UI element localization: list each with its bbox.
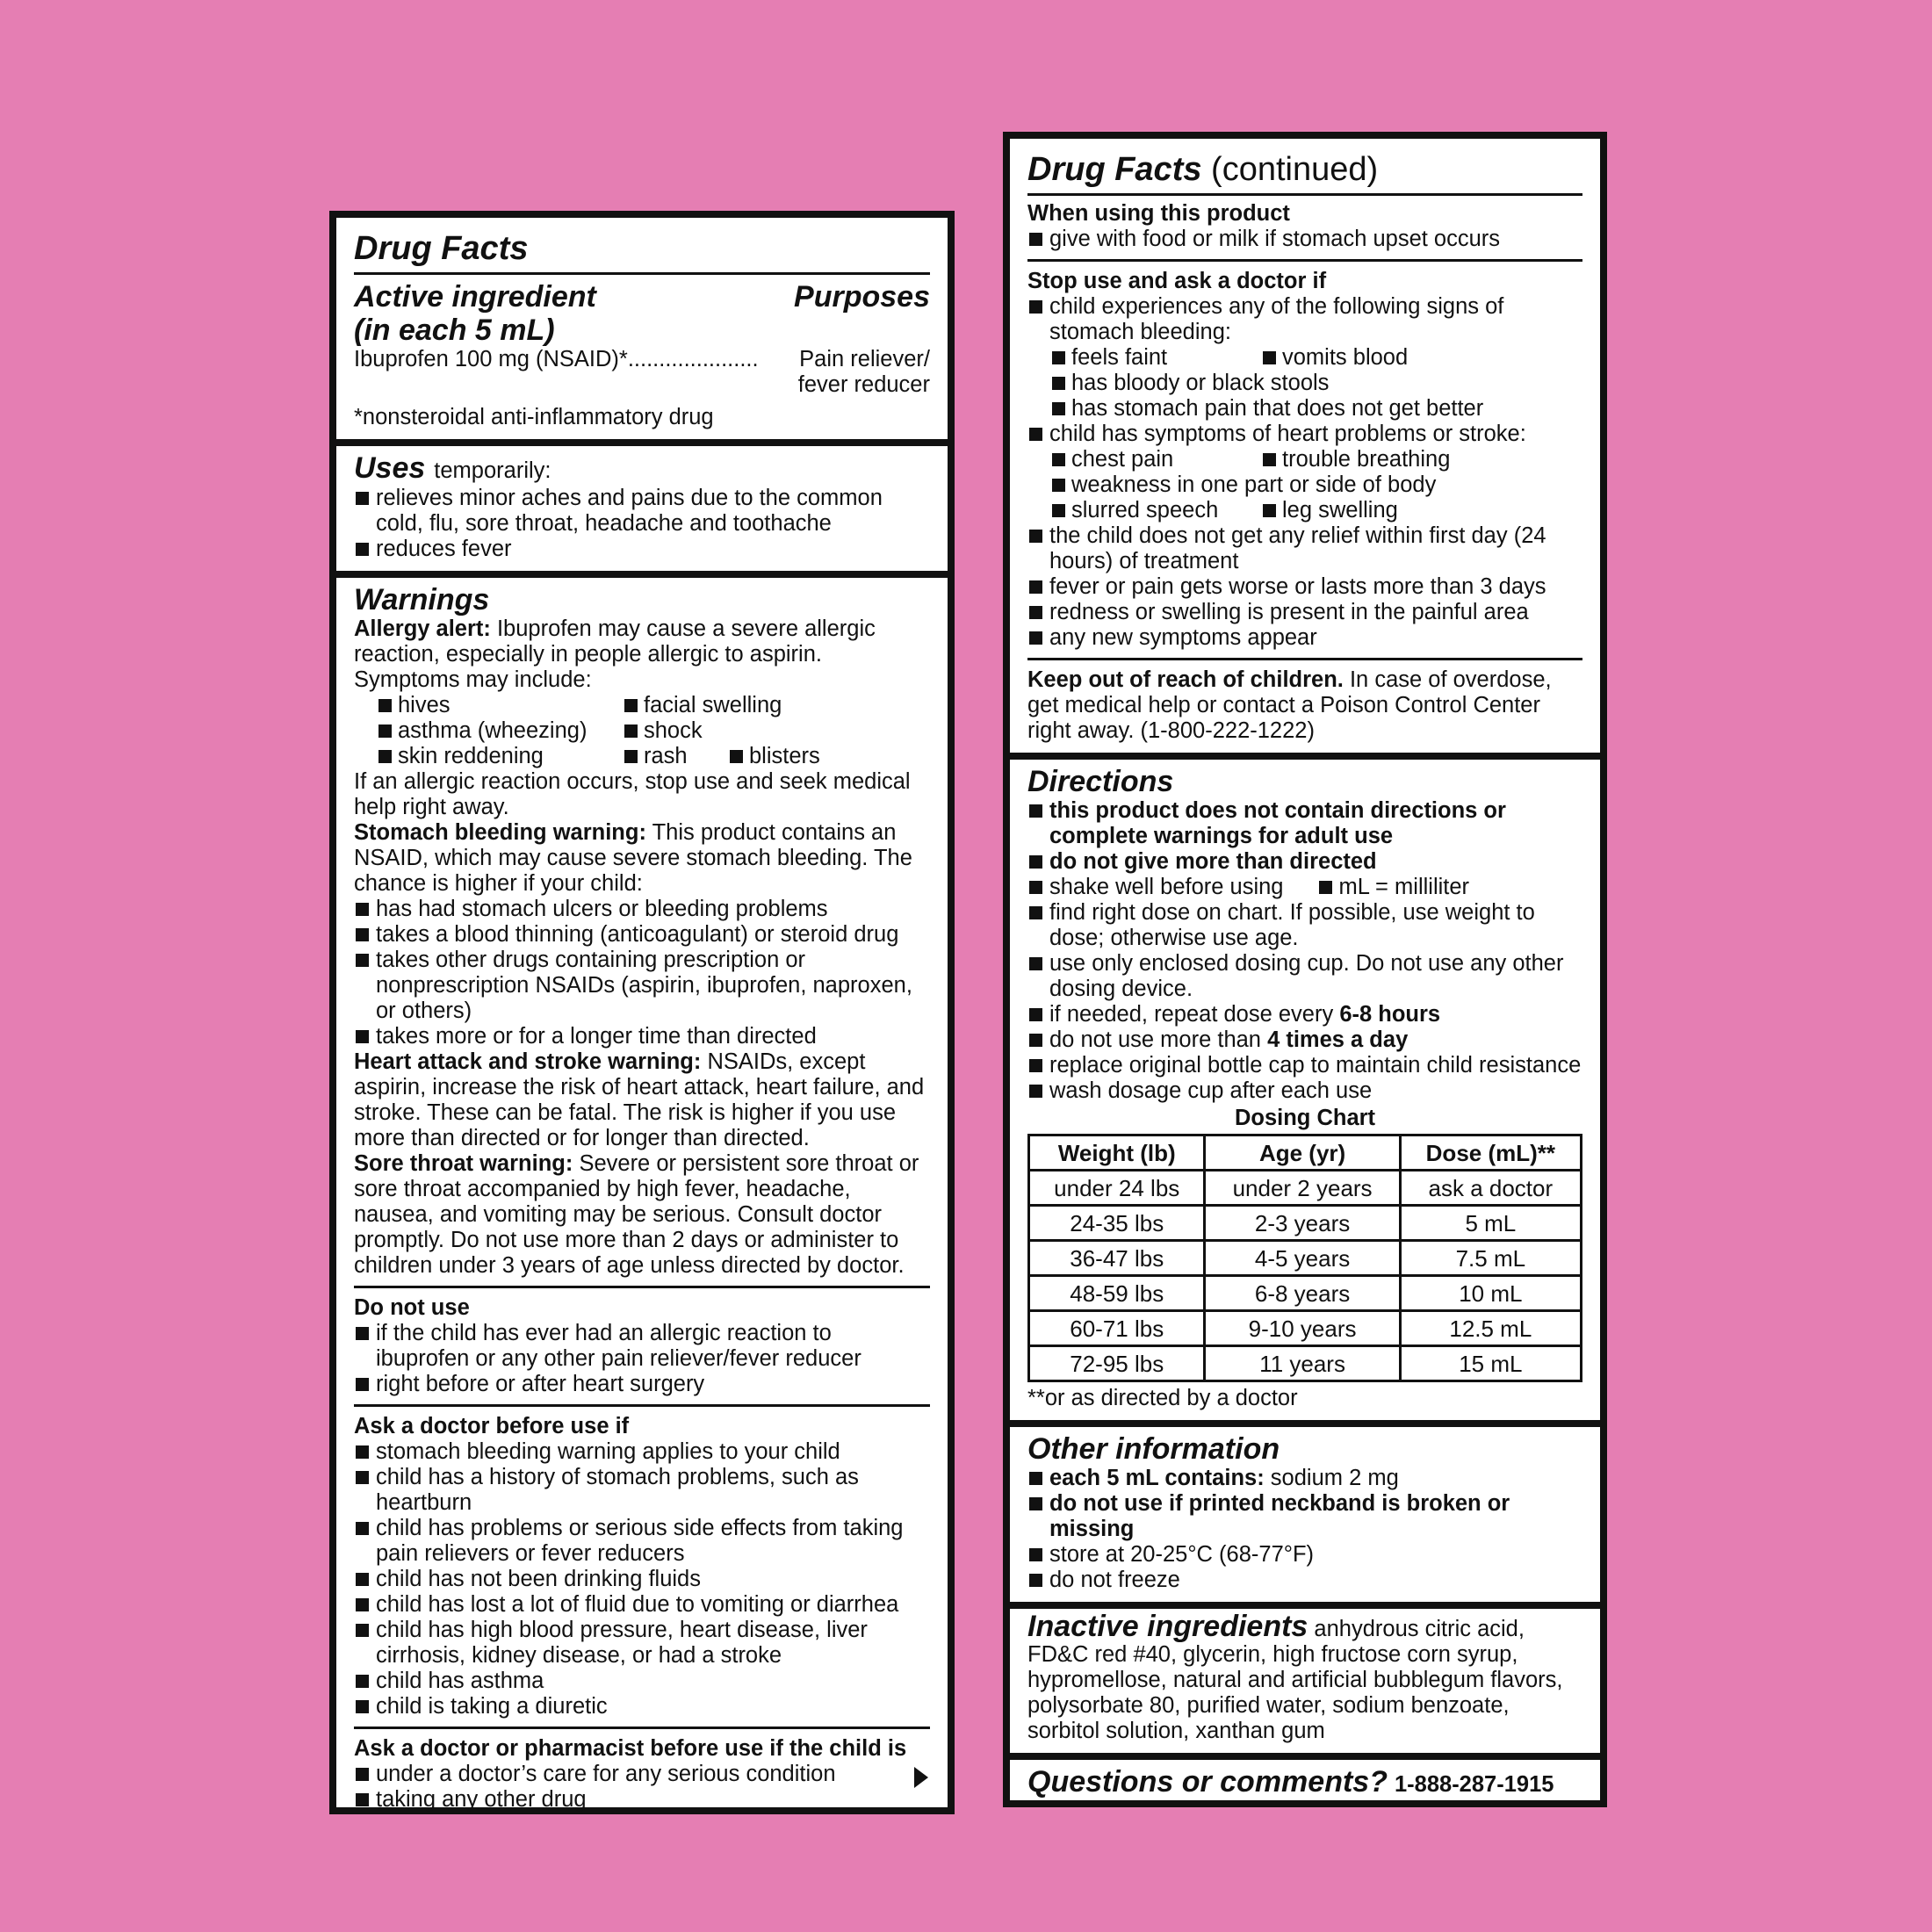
symptom-item: blisters <box>728 744 869 769</box>
questions-title: Questions or comments? <box>1027 1765 1388 1799</box>
table-row <box>1029 1276 1582 1311</box>
ask-pharmacist-section <box>354 1727 930 1813</box>
table-cell: 11 years <box>1205 1346 1400 1381</box>
stomach-warning-text: This product contains an NSAID, which may cause severe stomach bleeding. The chance is higher if your child: <box>354 820 912 896</box>
sign-item: has stomach pain that does not get better <box>1050 396 1582 422</box>
list-item: the child does not get any relief within first day (24 hours) of treatment <box>1027 523 1582 574</box>
continued-section <box>1010 144 1600 760</box>
questions-section <box>1027 1760 1582 1808</box>
list-item: right before or after heart surgery <box>354 1372 930 1397</box>
directions-title: Directions <box>1027 765 1174 798</box>
drug-facts-panel-left <box>329 211 955 1814</box>
list-item: this product does not contain directions or complete warnings for adult use <box>1027 798 1582 849</box>
table-cell: 15 mL <box>1400 1346 1581 1381</box>
continue-arrow-icon <box>914 1767 928 1788</box>
purpose-line-1: Pain reliever/ <box>799 347 930 371</box>
list-item: takes other drugs containing prescription or nonprescription NSAIDs (aspirin, ibuprofen, naproxen, or others) <box>354 948 930 1024</box>
sign-item: leg swelling <box>1261 498 1577 523</box>
chart-note: **or as directed by a doctor <box>1027 1386 1298 1410</box>
keep-out-section <box>1027 658 1582 744</box>
symptoms-list <box>354 693 930 769</box>
list-item: child experiences any of the following signs of stomach bleeding: <box>1027 294 1582 345</box>
warnings-title: Warnings <box>354 583 490 616</box>
list-item <box>1027 1466 1582 1491</box>
table-cell: 6-8 years <box>1205 1276 1400 1311</box>
throat-warning-label: Sore throat warning: <box>354 1151 573 1176</box>
ask-pharmacist-title: Ask a doctor or pharmacist before use if the child is <box>354 1736 907 1761</box>
table-row <box>1029 1311 1582 1346</box>
list-item: child has lost a lot of fluid due to vomiting or diarrhea <box>354 1592 930 1618</box>
list-item: child has not been drinking fluids <box>354 1567 930 1592</box>
table-cell: under 2 years <box>1205 1171 1400 1206</box>
other-information-section <box>1010 1427 1600 1609</box>
sign-item: vomits blood <box>1261 345 1577 371</box>
keep-out-label: Keep out of reach of children. <box>1027 667 1344 692</box>
symptom-item: asthma (wheezing) <box>377 718 623 744</box>
when-using-section <box>1027 201 1582 252</box>
inactive-ingredients-text: anhydrous citric acid, FD&C red #40, glycerin, high fructose corn syrup, hypromellose, natural and artificial bubblegum flavors, polysorbate 80, purified water, sodium benzoate, sorbitol solution, xanthan gum <box>1027 1617 1563 1743</box>
max-text: do not use more than <box>1049 1027 1268 1052</box>
list-item: do not use if printed neckband is broken or missing <box>1027 1491 1582 1542</box>
stomach-warning-label: Stomach bleeding warning: <box>354 820 646 845</box>
list-item: replace original bottle cap to maintain child resistance <box>1027 1053 1582 1078</box>
questions-phone: 1-888-287-1915 <box>1394 1772 1554 1797</box>
list-item: under a doctor’s care for any serious condition <box>354 1762 930 1787</box>
table-row <box>1029 1171 1582 1206</box>
repeat-hours: 6-8 hours <box>1339 1002 1441 1027</box>
list-item: child has high blood pressure, heart disease, liver cirrhosis, kidney disease, or had a stroke <box>354 1618 930 1669</box>
sodium-text: sodium 2 mg <box>1264 1466 1399 1490</box>
table-cell: 24-35 lbs <box>1029 1206 1205 1241</box>
heart-warning-label: Heart attack and stroke warning: <box>354 1049 702 1074</box>
table-cell: 5 mL <box>1400 1206 1581 1241</box>
when-using-title: When using this product <box>1027 201 1290 226</box>
sign-item: has bloody or black stools <box>1050 371 1582 396</box>
continued-label: (continued) <box>1211 151 1379 188</box>
sign-item: feels faint <box>1050 345 1261 371</box>
table-cell: 9-10 years <box>1205 1311 1400 1346</box>
other-information-title: Other information <box>1027 1432 1280 1466</box>
list-item: redness or swelling is present in the painful area <box>1027 600 1582 625</box>
purpose-line-2: fever reducer <box>797 372 930 397</box>
list-item: child has asthma <box>354 1669 930 1694</box>
sodium-label: each 5 mL contains: <box>1049 1466 1265 1490</box>
ask-doctor-title: Ask a doctor before use if <box>354 1414 630 1438</box>
do-not-use-title: Do not use <box>354 1295 470 1320</box>
stop-use-title: Stop use and ask a doctor if <box>1027 269 1327 293</box>
bleeding-signs <box>1027 345 1582 371</box>
uses-section <box>336 446 948 578</box>
uses-title: Uses <box>354 451 426 485</box>
table-cell: 36-47 lbs <box>1029 1241 1205 1276</box>
active-ingredient-subheading: (in each 5 mL) <box>354 314 555 347</box>
list-item: takes a blood thinning (anticoagulant) or steroid drug <box>354 922 930 948</box>
list-item: shake well before using <box>1027 875 1284 900</box>
table-cell: 7.5 mL <box>1400 1241 1581 1276</box>
allergy-label: Allergy alert: <box>354 616 491 641</box>
column-header: Dose (mL)** <box>1400 1135 1581 1171</box>
table-cell: under 24 lbs <box>1029 1171 1205 1206</box>
active-ingredient-heading: Active ingredient <box>354 280 596 314</box>
list-item: child has problems or serious side effects from taking pain relievers or fever reducers <box>354 1516 930 1567</box>
list-item: has had stomach ulcers or bleeding problems <box>354 897 930 922</box>
list-item: use only enclosed dosing cup. Do not use any other dosing device. <box>1027 951 1582 1002</box>
keep-out-text: In case of overdose, get medical help or contact a Poison Control Center right away. (1-800-222-1222) <box>1027 667 1552 743</box>
table-cell: 60-71 lbs <box>1029 1311 1205 1346</box>
warnings-section <box>354 578 930 1821</box>
list-item: if the child has ever had an allergic reaction to ibuprofen or any other pain reliever/fever reducer <box>354 1321 930 1372</box>
repeat-text: if needed, repeat dose every <box>1049 1002 1340 1027</box>
column-header: Weight (lb) <box>1029 1135 1205 1171</box>
table-cell: ask a doctor <box>1400 1171 1581 1206</box>
allergy-text: Ibuprofen may cause a severe allergic reaction, especially in people allergic to aspirin. Symptoms may include: <box>354 616 876 692</box>
panel-title: Drug Facts <box>354 228 930 275</box>
symptom-item: shock <box>623 718 869 744</box>
list-item: reduces fever <box>354 537 930 562</box>
table-cell: 48-59 lbs <box>1029 1276 1205 1311</box>
allergy-after-text: If an allergic reaction occurs, stop use and seek medical help right away. <box>354 769 911 819</box>
list-item: give with food or milk if stomach upset occurs <box>1027 227 1582 252</box>
list-item: child has symptoms of heart problems or stroke: <box>1027 422 1582 447</box>
dosing-chart-table <box>1027 1134 1582 1382</box>
list-item <box>1027 1027 1582 1053</box>
list-item: store at 20-25°C (68-77°F) <box>1027 1542 1582 1568</box>
list-item: stomach bleeding warning applies to your child <box>354 1439 930 1465</box>
list-item <box>1027 1002 1582 1027</box>
drug-facts-panel-right <box>1003 132 1607 1807</box>
list-item: child is taking a diuretic <box>354 1694 930 1719</box>
inactive-ingredients-title: Inactive ingredients <box>1027 1610 1308 1643</box>
list-item: any new symptoms appear <box>1027 625 1582 651</box>
list-item: do not freeze <box>1027 1568 1582 1593</box>
uses-subtitle: temporarily: <box>434 458 551 483</box>
heart-signs <box>1027 447 1582 472</box>
sign-item: slurred speech <box>1050 498 1261 523</box>
dosing-chart-title: Dosing Chart <box>1234 1106 1376 1130</box>
list-item: do not give more than directed <box>1027 849 1582 875</box>
symptom-item: skin reddening <box>377 744 623 769</box>
sign-item: weakness in one part or side of body <box>1050 472 1582 498</box>
list-item: wash dosage cup after each use <box>1027 1078 1582 1104</box>
do-not-use-section <box>354 1286 930 1397</box>
symptom-item: rash <box>623 744 728 769</box>
throat-warning-text: Severe or persistent sore throat or sore throat accompanied by high fever, headache, nausea, and vomiting may be serious. Consult doctor promptly. Do not use more than 2 days or administer to children under 3 years of age unless directed by doctor. <box>354 1151 919 1278</box>
inactive-ingredients-section <box>1010 1609 1600 1760</box>
column-header: Age (yr) <box>1205 1135 1400 1171</box>
list-item: find right dose on chart. If possible, use weight to dose; otherwise use age. <box>1027 900 1582 951</box>
list-item: relieves minor aches and pains due to the common cold, flu, sore throat, headache and toothache <box>354 486 930 537</box>
list-item: takes more or for a longer time than directed <box>354 1024 930 1049</box>
heart-warning-text: NSAIDs, except aspirin, increase the risk of heart attack, heart failure, and stroke. These can be fatal. The risk is higher if you use more than directed or for longer than directed. <box>354 1049 925 1150</box>
max-times: 4 times a day <box>1267 1027 1409 1052</box>
directions-section <box>1010 760 1600 1427</box>
stop-use-section <box>1027 259 1582 651</box>
table-row <box>1029 1346 1582 1381</box>
active-ingredient-section <box>336 223 948 446</box>
ingredient-line: Ibuprofen 100 mg (NSAID)*..................... <box>354 347 759 371</box>
list-item: fever or pain gets worse or lasts more than 3 days <box>1027 574 1582 600</box>
symptom-item: hives <box>377 693 623 718</box>
table-cell: 72-95 lbs <box>1029 1346 1205 1381</box>
table-row <box>1029 1206 1582 1241</box>
sign-item: chest pain <box>1050 447 1261 472</box>
sign-item: trouble breathing <box>1261 447 1577 472</box>
table-cell: 2-3 years <box>1205 1206 1400 1241</box>
table-cell: 12.5 mL <box>1400 1311 1581 1346</box>
table-cell: 10 mL <box>1400 1276 1581 1311</box>
list-item: child has a history of stomach problems, such as heartburn <box>354 1465 930 1516</box>
table-row <box>1029 1241 1582 1276</box>
panel-title: Drug Facts <box>1027 151 1202 188</box>
table-header-row <box>1029 1135 1582 1171</box>
list-item: taking any other drug <box>354 1787 930 1813</box>
table-cell: 4-5 years <box>1205 1241 1400 1276</box>
ask-doctor-section <box>354 1404 930 1719</box>
symptom-item: facial swelling <box>623 693 869 718</box>
nsaid-footnote: *nonsteroidal anti-inflammatory drug <box>354 405 714 429</box>
purposes-heading: Purposes <box>794 280 930 314</box>
list-item: mL = milliliter <box>1317 875 1470 900</box>
